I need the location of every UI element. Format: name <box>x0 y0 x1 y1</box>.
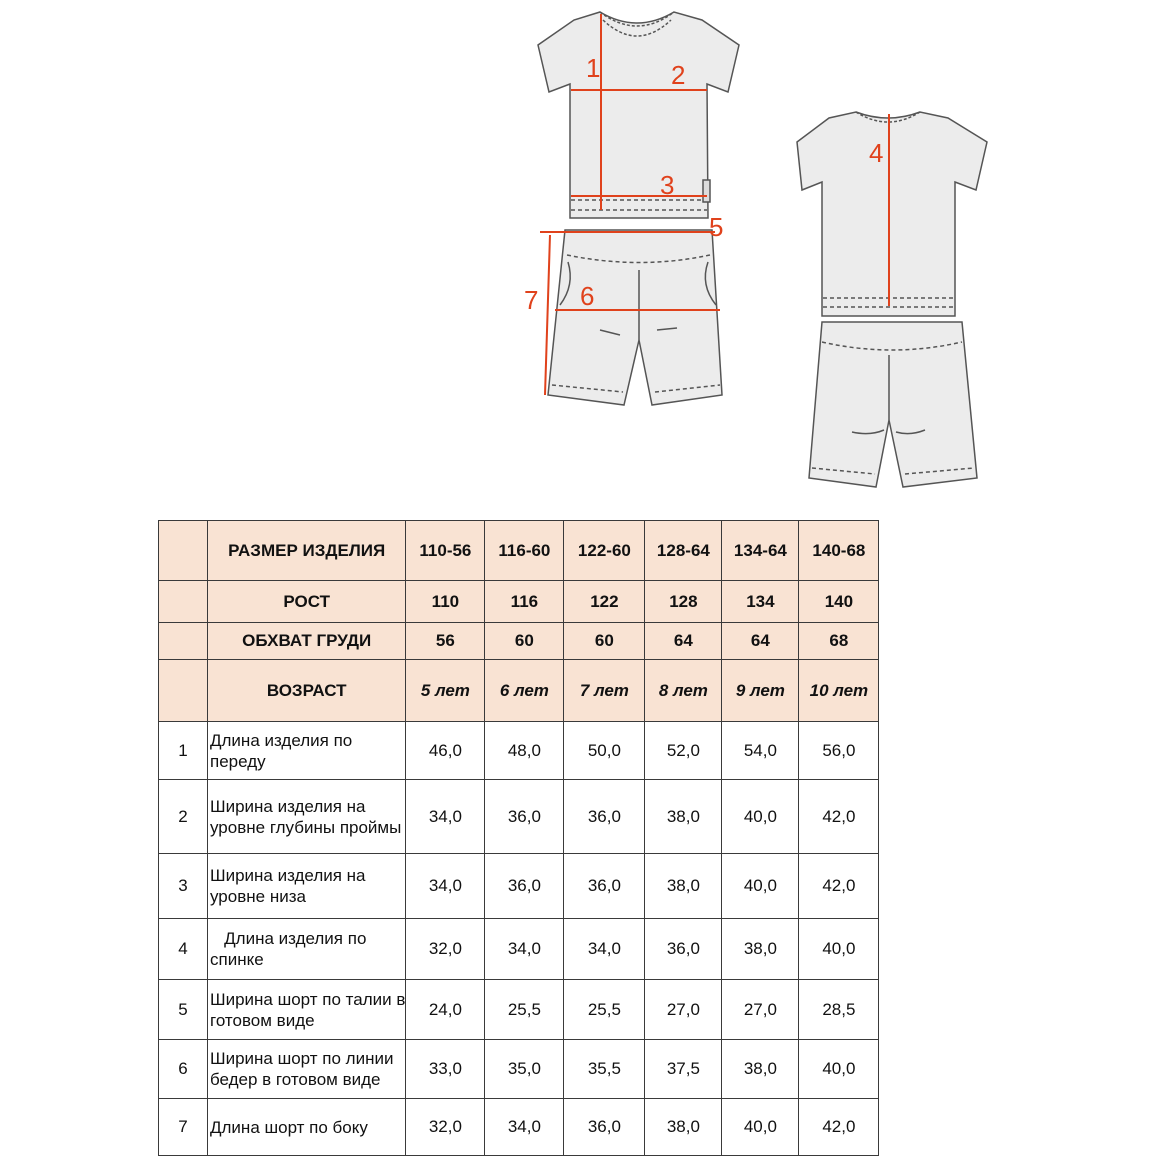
measurement-value: 36,0 <box>564 1099 645 1156</box>
table-row <box>159 1040 879 1099</box>
back-shorts <box>809 322 977 487</box>
measure-label-5: 5 <box>709 212 724 242</box>
header-value: 64 <box>722 623 799 660</box>
header-value: 6 лет <box>485 660 564 722</box>
size-table <box>158 520 879 1156</box>
header-value: 9 лет <box>722 660 799 722</box>
description-line: Длина шорт по боку <box>210 1117 368 1137</box>
measurement-value: 54,0 <box>722 722 799 780</box>
front-tshirt <box>538 12 739 218</box>
header-value: 60 <box>564 623 645 660</box>
measurement-value: 34,0 <box>485 919 564 980</box>
header-row <box>159 623 879 660</box>
table-row <box>159 919 879 980</box>
measurement-value: 50,0 <box>564 722 645 780</box>
header-label: РОСТ <box>208 581 406 623</box>
measurement-value: 38,0 <box>645 1099 722 1156</box>
measurement-value: 37,5 <box>645 1040 722 1099</box>
front-shorts <box>548 230 722 405</box>
header-row <box>159 581 879 623</box>
measurement-value: 27,0 <box>645 980 722 1040</box>
measurement-value: 40,0 <box>722 1099 799 1156</box>
header-value: 10 лет <box>799 660 879 722</box>
measurement-value: 36,0 <box>645 919 722 980</box>
measure-label-4: 4 <box>869 138 884 168</box>
measurement-value: 38,0 <box>645 854 722 919</box>
description-line: Длина изделия по <box>210 730 353 750</box>
header-index-cell <box>159 660 208 722</box>
row-description <box>208 1099 406 1156</box>
description-line: Ширина шорт по линии <box>210 1049 394 1068</box>
back-tshirt <box>797 112 987 316</box>
description-line: уровне низа <box>210 887 306 906</box>
measurement-value: 42,0 <box>799 854 879 919</box>
measurement-value: 36,0 <box>564 780 645 854</box>
measure-label-7: 7 <box>524 285 539 315</box>
header-label: ОБХВАТ ГРУДИ <box>208 623 406 660</box>
header-value: 128-64 <box>645 521 722 581</box>
garment-drawing <box>0 0 1170 500</box>
measurement-value: 40,0 <box>722 854 799 919</box>
measure-label-2: 2 <box>671 60 686 90</box>
header-value: 140 <box>799 581 879 623</box>
header-label: РАЗМЕР ИЗДЕЛИЯ <box>208 521 406 581</box>
measurement-value: 36,0 <box>564 854 645 919</box>
row-description <box>208 919 406 980</box>
description-line: Ширина шорт по талии в <box>210 989 406 1009</box>
header-value: 110 <box>406 581 485 623</box>
row-index: 6 <box>159 1040 208 1099</box>
header-value: 128 <box>645 581 722 623</box>
description-line: готовом виде <box>210 1010 315 1030</box>
table-row <box>159 1099 879 1156</box>
measurement-value: 32,0 <box>406 919 485 980</box>
table-row <box>159 854 879 919</box>
row-index: 1 <box>159 722 208 780</box>
row-description <box>208 722 406 780</box>
row-index: 4 <box>159 919 208 980</box>
header-value: 116-60 <box>485 521 564 581</box>
measurement-value: 56,0 <box>799 722 879 780</box>
header-index-cell <box>159 623 208 660</box>
header-index-cell <box>159 521 208 581</box>
header-index-cell <box>159 581 208 623</box>
header-row <box>159 660 879 722</box>
header-value: 134 <box>722 581 799 623</box>
measurement-value: 52,0 <box>645 722 722 780</box>
measurement-value: 38,0 <box>722 919 799 980</box>
measurement-value: 24,0 <box>406 980 485 1040</box>
header-value: 68 <box>799 623 879 660</box>
measurement-value: 40,0 <box>722 780 799 854</box>
description-line: Ширина изделия на <box>210 796 366 816</box>
header-value: 110-56 <box>406 521 485 581</box>
description-line: уровне глубины проймы <box>210 817 402 837</box>
measurement-value: 25,5 <box>485 980 564 1040</box>
measurement-value: 25,5 <box>564 980 645 1040</box>
row-description <box>208 854 406 919</box>
measurement-value: 40,0 <box>799 1040 879 1099</box>
table-row <box>159 980 879 1040</box>
measurement-value: 35,5 <box>564 1040 645 1099</box>
measurement-value: 34,0 <box>564 919 645 980</box>
header-value: 140-68 <box>799 521 879 581</box>
measurement-value: 34,0 <box>406 780 485 854</box>
measurement-value: 35,0 <box>485 1040 564 1099</box>
description-line: переду <box>210 751 266 771</box>
measurement-value: 33,0 <box>406 1040 485 1099</box>
description-line: Ширина изделия на <box>210 866 366 885</box>
header-value: 122 <box>564 581 645 623</box>
header-value: 7 лет <box>564 660 645 722</box>
measurement-value: 42,0 <box>799 1099 879 1156</box>
header-value: 60 <box>485 623 564 660</box>
measurement-value: 34,0 <box>406 854 485 919</box>
measurement-value: 34,0 <box>485 1099 564 1156</box>
row-index: 3 <box>159 854 208 919</box>
measurement-value: 40,0 <box>799 919 879 980</box>
header-value: 134-64 <box>722 521 799 581</box>
header-value: 64 <box>645 623 722 660</box>
measurement-value: 46,0 <box>406 722 485 780</box>
row-description <box>208 980 406 1040</box>
description-line: спинке <box>210 950 264 969</box>
description-line: Длина изделия по <box>210 929 367 948</box>
measurement-value: 27,0 <box>722 980 799 1040</box>
table-row <box>159 722 879 780</box>
row-description <box>208 780 406 854</box>
row-index: 7 <box>159 1099 208 1156</box>
row-index: 5 <box>159 980 208 1040</box>
garment-sketch <box>0 0 1170 500</box>
measurement-value: 42,0 <box>799 780 879 854</box>
header-value: 116 <box>485 581 564 623</box>
description-line: бедер в готовом виде <box>210 1070 381 1089</box>
measurement-value: 38,0 <box>645 780 722 854</box>
row-description <box>208 1040 406 1099</box>
measurement-value: 28,5 <box>799 980 879 1040</box>
header-value: 8 лет <box>645 660 722 722</box>
measurement-value: 38,0 <box>722 1040 799 1099</box>
measurement-value: 36,0 <box>485 854 564 919</box>
measure-label-6: 6 <box>580 281 595 311</box>
measure-label-3: 3 <box>660 170 675 200</box>
header-label: ВОЗРАСТ <box>208 660 406 722</box>
header-value: 56 <box>406 623 485 660</box>
measurement-value: 48,0 <box>485 722 564 780</box>
header-value: 122-60 <box>564 521 645 581</box>
header-value: 5 лет <box>406 660 485 722</box>
measurement-value: 36,0 <box>485 780 564 854</box>
table-row <box>159 780 879 854</box>
measure-label-1: 1 <box>586 53 601 83</box>
header-row <box>159 521 879 581</box>
measurement-value: 32,0 <box>406 1099 485 1156</box>
row-index: 2 <box>159 780 208 854</box>
